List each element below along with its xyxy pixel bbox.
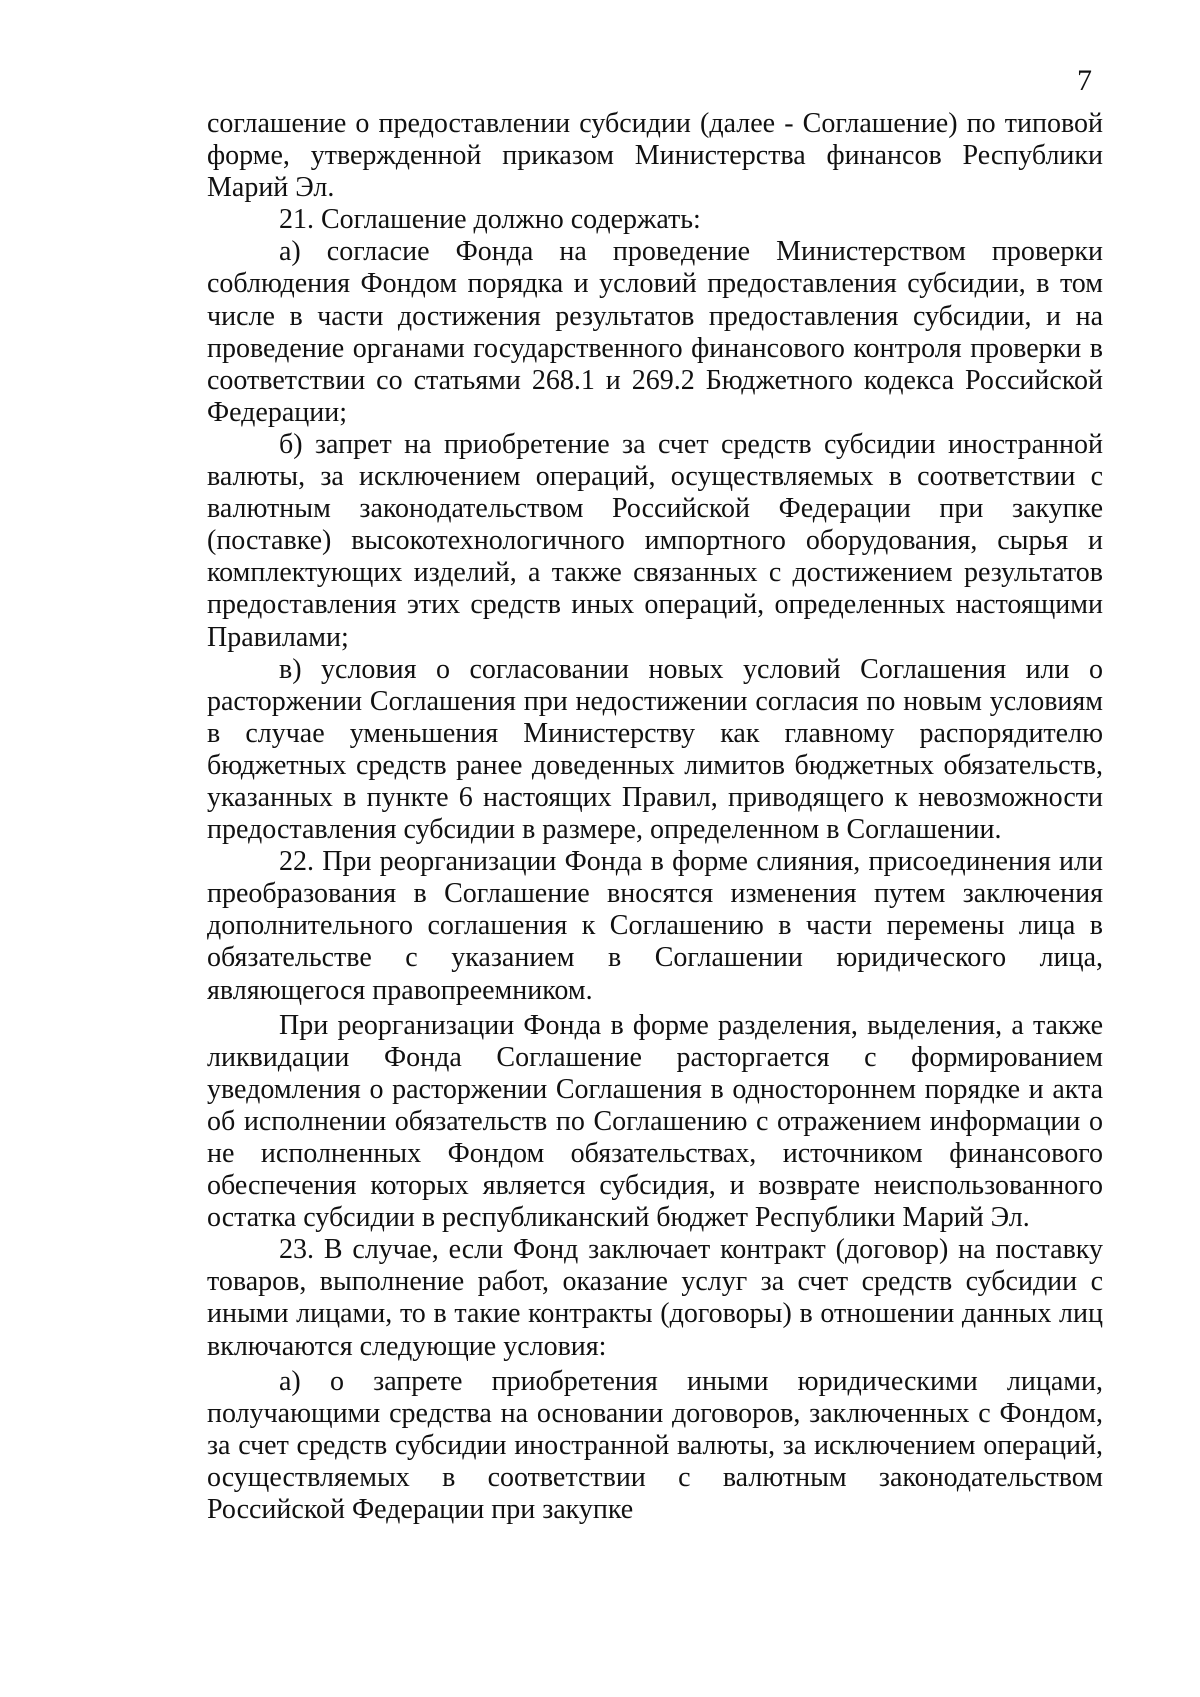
paragraph-21-b: б) запрет на приобретение за счет средств субсидии иностранной валюты, за исключением операций, осуществляемых в соответствии с валютным законодательством Российской Федерации при закупке (поставке) высокотехнологичного импортного оборудования, сырья и комплектующих изделий, а также связанных с достижением результатов предоставления этих средств иных операций, определенных настоящими Правилами; <box>207 428 1103 653</box>
paragraph-21-v: в) условия о согласовании новых условий Соглашения или о расторжении Соглашения при недостижении согласия по новым условиям в случае уменьшения Министерству как главному распорядителю бюджетных средств ранее доведенных лимитов бюджетных обязательств, указанных в пункте 6 настоящих Правил, приводящего к невозможности предоставления субсидии в размере, определенном в Соглашении. <box>207 653 1103 846</box>
paragraph-23-a: а) о запрете приобретения иными юридическими лицами, получающими средства на основании договоров, заключенных с Фондом, за счет средств субсидии иностранной валюты, за исключением операций, осуществляемых в соответствии с валютным законодательством Российской Федерации при закупке <box>207 1365 1103 1526</box>
paragraph-21-a: а) согласие Фонда на проведение Министерством проверки соблюдения Фондом порядка и условий предоставления субсидии, в том числе в части достижения результатов предоставления субсидии, и на проведение органами государственного финансового контроля проверки в соответствии со статьями 268.1 и 269.2 Бюджетного кодекса Российской Федерации; <box>207 236 1103 428</box>
paragraph-21-heading: 21. Соглашение должно содержать: <box>279 204 701 236</box>
paragraph-agreement-form: соглашение о предоставлении субсидии (далее - Соглашение) по типовой форме, утвержденной приказом Министерства финансов Республики Марий Эл. <box>207 108 1103 204</box>
paragraph-23: 23. В случае, если Фонд заключает контракт (договор) на поставку товаров, выполнение работ, оказание услуг за счет средств субсидии с иными лицами, то в такие контракты (договоры) в отношении данных лиц включаются следующие условия: <box>207 1234 1103 1362</box>
paragraph-22-liquidation: При реорганизации Фонда в форме разделения, выделения, а также ликвидации Фонда Соглашение расторгается с формированием уведомления о расторжении Соглашения в одностороннем порядке и акта об исполнении обязательств по Соглашению с отражением информации о не исполненных Фондом обязательствах, источником финансового обеспечения которых является субсидия, и возврате неиспользованного остатка субсидии в республиканский бюджет Республики Марий Эл. <box>207 1009 1103 1234</box>
document-body <box>207 108 1103 1526</box>
paragraph-22: 22. При реорганизации Фонда в форме слияния, присоединения или преобразования в Соглашение вносятся изменения путем заключения дополнительного соглашения к Соглашению в части перемены лица в обязательстве с указанием в Соглашении юридического лица, являющегося правопреемником. <box>207 846 1103 1006</box>
page-number: 7 <box>1077 64 1092 97</box>
